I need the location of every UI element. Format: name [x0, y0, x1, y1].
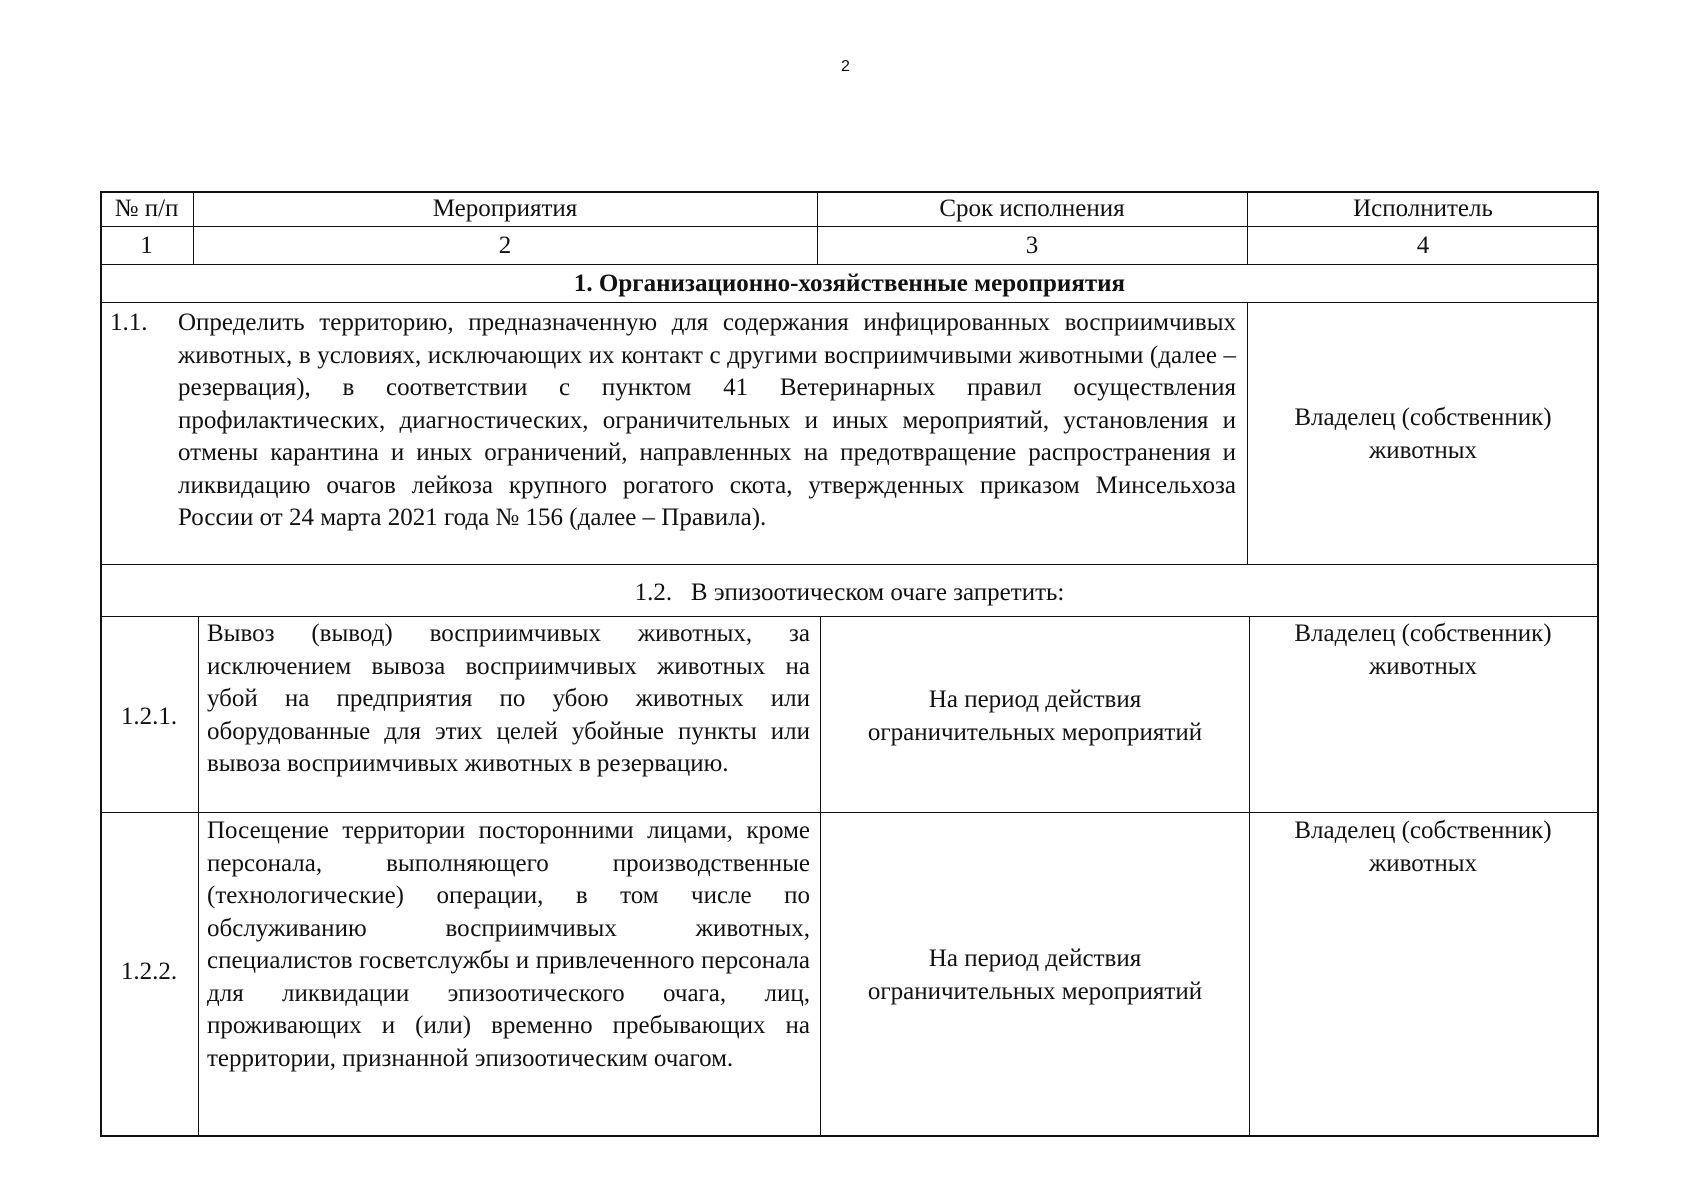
- col-rule-3-mid: [1247, 302, 1248, 564]
- header-executor: Исполнитель: [1353, 195, 1493, 222]
- col-rule-3-bottom: [1249, 616, 1250, 1137]
- row-1-2-1-executor: Владелец (собственник) животных: [1294, 620, 1552, 680]
- page-number: 2: [841, 58, 850, 75]
- row-1-2-2-text: Посещение территории посторонними лицами, кроме персонала, выполняющего производственные (технологические) операции, в том числе по обслуживанию восприимчивых животных, специалистов госветслужбы и привлеченного персонала для ликвидации эпизоотического очага, лиц, проживающих и (или) временно пребывающих на территории, признанной эпизоотическим очагом.: [207, 817, 810, 1072]
- rule-under-row-1-2-1: [100, 812, 1599, 813]
- row-1-1-text: Определить территорию, предназначенную для содержания инфицированных восприимчивых животных, в условиях, исключающих их контакт с другими восприимчивыми животными (далее – резервация), в соответствии с пунктом 41 Ветеринарных правил осуществления профилактических, диагностических, ограничительных и иных мероприятий, установления и отмены карантина и иных ограничений, направленных на предотвращение распространения и ликвидацию очагов лейкоза крупного рогатого скота, утвержденных приказом Минсельхоза России от 24 марта 2021 года № 156 (далее – Правила).: [178, 309, 1236, 531]
- column-number-3: 3: [1025, 232, 1039, 259]
- rule-under-row-1-1: [100, 564, 1599, 565]
- row-1-2-1-term: На период действия ограничительных мероприятий: [867, 686, 1203, 746]
- header-measures: Мероприятия: [432, 195, 578, 222]
- subsection-title: 1.2. В эпизоотическом очаге запретить:: [634, 579, 1065, 606]
- column-number-1: 1: [140, 232, 153, 259]
- row-1-1-executor: Владелец (собственник) животных: [1294, 404, 1552, 464]
- row-1-2-2-number: 1.2.2.: [120, 958, 178, 985]
- row-1-1-number: 1.1.: [110, 309, 148, 336]
- rule-under-header: [100, 226, 1599, 227]
- rule-under-section-1: [100, 302, 1599, 303]
- col-rule-2-bottom: [820, 616, 821, 1137]
- row-1-2-1-number: 1.2.1.: [120, 703, 178, 730]
- row-1-2-2-executor: Владелец (собственник) животных: [1294, 817, 1552, 877]
- row-1-2-2-term: На период действия ограничительных мероприятий: [867, 945, 1203, 1005]
- header-deadline: Срок исполнения: [939, 195, 1125, 222]
- rule-under-section-1-2: [100, 616, 1599, 617]
- column-number-4: 4: [1416, 232, 1430, 259]
- rule-under-column-numbers: [100, 264, 1599, 265]
- column-number-2: 2: [498, 232, 512, 259]
- section-title: 1. Организационно-хозяйственные мероприятия: [573, 270, 1126, 297]
- col-rule-1-bottom: [198, 616, 199, 1137]
- header-number: № п/п: [114, 195, 179, 222]
- row-1-2-1-text: Вывоз (вывод) восприимчивых животных, за исключением вывоза восприимчивых животных на убой на предприятия по убою животных или оборудованные для этих целей убойные пункты или вывоза восприимчивых животных в резервацию.: [207, 620, 810, 777]
